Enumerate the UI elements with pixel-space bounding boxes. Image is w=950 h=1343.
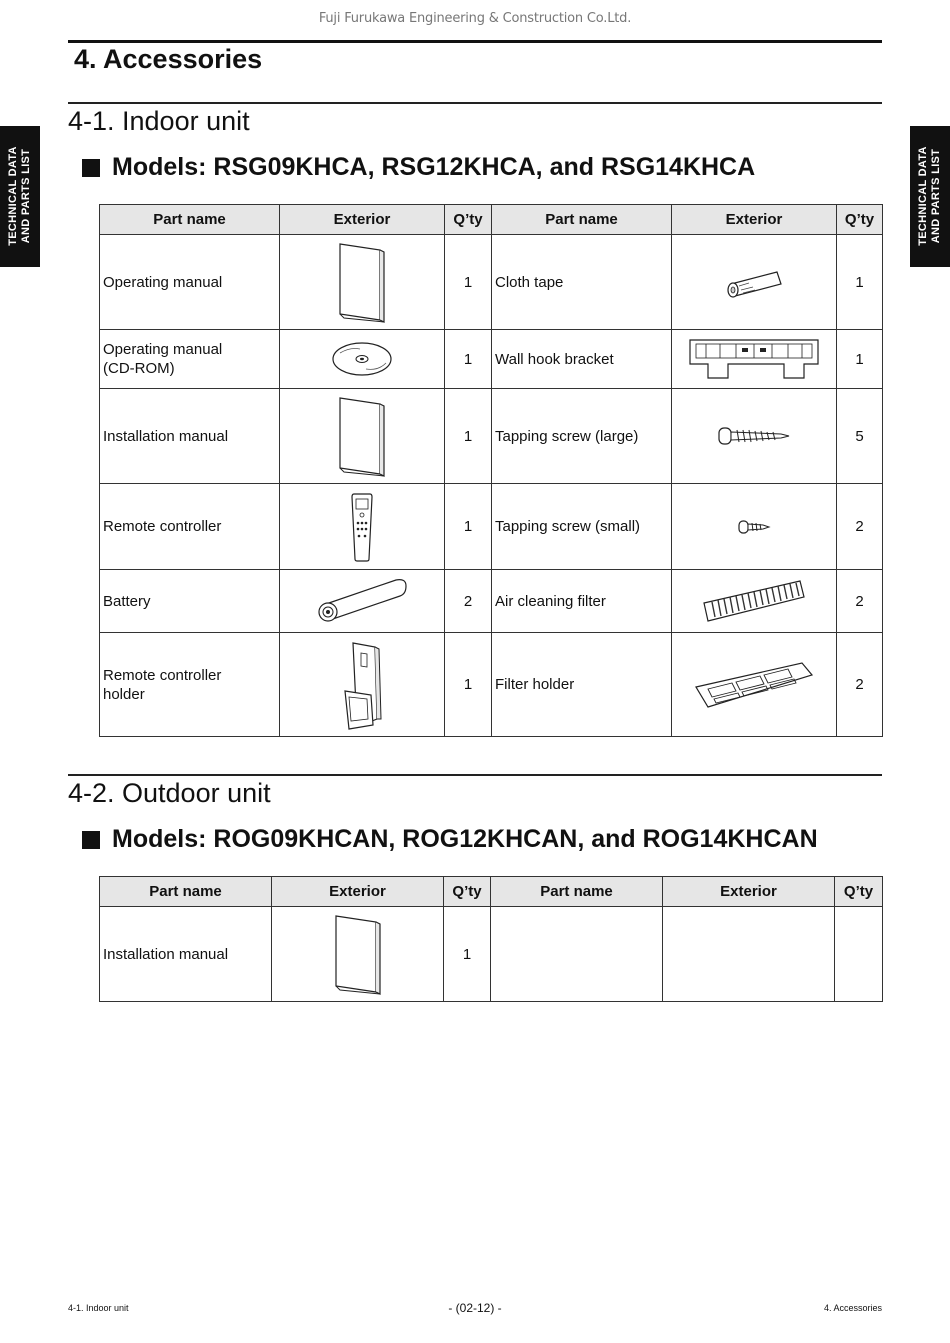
filter-holder-icon [692, 659, 816, 711]
table-row [100, 570, 883, 633]
part-name: Battery [100, 570, 280, 633]
manual-icon [332, 240, 392, 324]
air-filter-icon [698, 577, 810, 625]
large-screw-icon [717, 423, 791, 449]
models-heading-outdoor [82, 825, 818, 854]
battery-icon [314, 574, 410, 628]
quantity: 1 [445, 633, 492, 737]
col-part-name: Part name [491, 877, 663, 907]
exterior-cell [672, 235, 837, 330]
col-part-name: Part name [492, 205, 672, 235]
section-heading-indoor: 4-1. Indoor unit [68, 106, 250, 136]
quantity: 2 [837, 633, 883, 737]
part-name [491, 907, 663, 1002]
quantity: 1 [444, 907, 491, 1002]
quantity: 2 [445, 570, 492, 633]
col-exterior: Exterior [663, 877, 835, 907]
square-bullet-icon [82, 831, 100, 849]
quantity: 1 [445, 235, 492, 330]
part-name: Tapping screw (small) [492, 484, 672, 570]
part-name: Filter holder [492, 633, 672, 737]
wall-hook-bracket-icon [686, 334, 822, 384]
exterior-cell [272, 907, 444, 1002]
side-tab-line1: TECHNICAL DATA [7, 146, 19, 246]
small-screw-icon [737, 518, 771, 536]
models-heading-indoor [82, 153, 755, 182]
title-rule [68, 40, 882, 43]
table-row [100, 235, 883, 330]
exterior-cell [280, 633, 445, 737]
part-name: Tapping screw (large) [492, 389, 672, 484]
side-tab-line1: TECHNICAL DATA [917, 146, 929, 246]
exterior-cell [663, 907, 835, 1002]
col-qty: Q’ty [837, 205, 883, 235]
col-qty: Q’ty [835, 877, 883, 907]
side-tab-left [0, 126, 40, 267]
side-tab-right [910, 126, 950, 267]
footer-right: 4. Accessories [823, 1303, 882, 1313]
part-name: Air cleaning filter [492, 570, 672, 633]
col-exterior: Exterior [272, 877, 444, 907]
table-header-row [100, 205, 883, 235]
exterior-cell [672, 484, 837, 570]
side-tab-line2: AND PARTS LIST [20, 148, 32, 244]
exterior-cell [280, 570, 445, 633]
exterior-cell [280, 389, 445, 484]
quantity: 1 [445, 330, 492, 389]
part-name: Installation manual [100, 907, 272, 1002]
quantity: 2 [837, 570, 883, 633]
section-rule [68, 774, 882, 776]
table-header-row [100, 877, 883, 907]
side-tab-line2: AND PARTS LIST [930, 148, 942, 244]
footer-left: 4-1. Indoor unit [68, 1303, 129, 1313]
part-name: Operating manual [100, 235, 280, 330]
manual-icon [332, 394, 392, 478]
models-text: Models: RSG09KHCA, RSG12KHCA, and RSG14KHCA [112, 153, 756, 181]
col-qty: Q’ty [444, 877, 491, 907]
part-name: Wall hook bracket [492, 330, 672, 389]
col-qty: Q’ty [445, 205, 492, 235]
exterior-cell [280, 330, 445, 389]
exterior-cell [672, 330, 837, 389]
quantity: 1 [445, 484, 492, 570]
part-name: Cloth tape [492, 235, 672, 330]
exterior-cell [280, 235, 445, 330]
quantity: 1 [837, 330, 883, 389]
square-bullet-icon [82, 159, 100, 177]
indoor-accessories-table [99, 204, 883, 737]
part-name: Operating manual (CD-ROM) [100, 330, 280, 389]
quantity: 1 [445, 389, 492, 484]
exterior-cell [672, 633, 837, 737]
table-row [100, 330, 883, 389]
col-exterior: Exterior [280, 205, 445, 235]
models-text: Models: ROG09KHCAN, ROG12KHCAN, and ROG14KHCAN [112, 825, 818, 853]
col-part-name: Part name [100, 205, 280, 235]
cd-rom-icon [330, 339, 394, 379]
table-row [100, 484, 883, 570]
remote-holder-icon [337, 639, 387, 731]
page-number: - (02-12) - [448, 1301, 502, 1315]
remote-controller-icon [349, 491, 375, 563]
exterior-cell [280, 484, 445, 570]
part-name: Installation manual [100, 389, 280, 484]
section-heading-outdoor: 4-2. Outdoor unit [68, 778, 271, 808]
part-name: Remote controller [100, 484, 280, 570]
section-rule [68, 102, 882, 104]
table-row [100, 907, 883, 1002]
quantity: 5 [837, 389, 883, 484]
exterior-cell [672, 389, 837, 484]
col-part-name: Part name [100, 877, 272, 907]
company-name: Fuji Furukawa Engineering & Construction Co.Ltd. [318, 11, 632, 26]
quantity [835, 907, 883, 1002]
col-exterior: Exterior [672, 205, 837, 235]
exterior-cell [672, 570, 837, 633]
outdoor-accessories-table [99, 876, 883, 1002]
quantity: 2 [837, 484, 883, 570]
table-row [100, 633, 883, 737]
table-row [100, 389, 883, 484]
quantity: 1 [837, 235, 883, 330]
manual-icon [328, 912, 388, 996]
cloth-tape-icon [719, 262, 789, 302]
part-name: Remote controller holder [100, 633, 280, 737]
page-title: 4. Accessories [74, 44, 263, 74]
